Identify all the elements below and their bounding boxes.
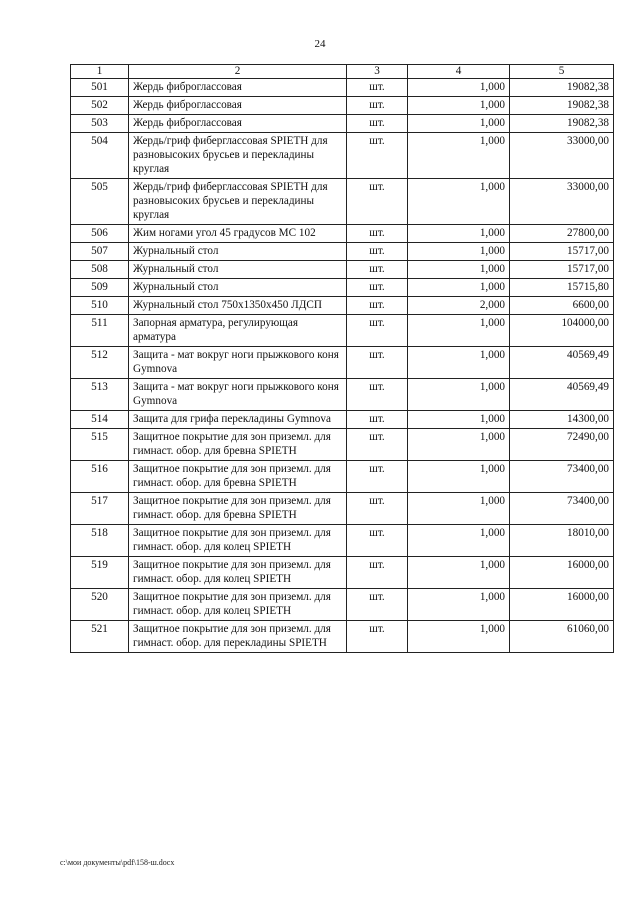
cell-unit: шт. [347,621,408,653]
table-header [71,65,614,79]
table-row [71,261,614,279]
cell-quantity: 1,000 [408,97,510,115]
cell-price: 15717,00 [510,243,614,261]
table-row [71,429,614,461]
cell-row-number: 510 [71,297,129,315]
inventory-table [70,64,614,653]
table-row [71,133,614,179]
cell-unit: шт. [347,493,408,525]
header-col-5: 5 [510,65,614,79]
cell-row-number: 515 [71,429,129,461]
cell-unit: шт. [347,429,408,461]
cell-unit: шт. [347,243,408,261]
cell-unit: шт. [347,115,408,133]
cell-row-number: 516 [71,461,129,493]
cell-item-name: Журнальный стол 750x1350x450 ЛДСП [129,297,347,315]
cell-item-name: Журнальный стол [129,261,347,279]
cell-item-name: Защитное покрытие для зон приземл. для гимнаст. обор. для колец SPIETH [129,589,347,621]
cell-quantity: 1,000 [408,461,510,493]
table-row [71,525,614,557]
table-row [71,379,614,411]
cell-quantity: 1,000 [408,133,510,179]
cell-price: 104000,00 [510,315,614,347]
cell-price: 15715,80 [510,279,614,297]
cell-price: 27800,00 [510,225,614,243]
table-row [71,589,614,621]
cell-item-name: Защитное покрытие для зон приземл. для гимнаст. обор. для колец SPIETH [129,525,347,557]
cell-row-number: 519 [71,557,129,589]
table-row [71,493,614,525]
cell-price: 19082,38 [510,97,614,115]
cell-price: 6600,00 [510,297,614,315]
cell-row-number: 518 [71,525,129,557]
table-row [71,315,614,347]
cell-unit: шт. [347,347,408,379]
cell-item-name: Жердь/гриф фибергласcовая SPIETH для разновысоких брусьев и перекладины круглая [129,179,347,225]
cell-item-name: Защитное покрытие для зон приземл. для гимнаст. обор. для бревна SPIETH [129,429,347,461]
cell-quantity: 1,000 [408,557,510,589]
cell-item-name: Жердь/гриф фибергласcовая SPIETH для разновысоких брусьев и перекладины круглая [129,133,347,179]
cell-item-name: Жим ногами угол 45 градусов MC 102 [129,225,347,243]
cell-item-name: Жердь фиброглассовая [129,79,347,97]
cell-price: 73400,00 [510,461,614,493]
cell-unit: шт. [347,589,408,621]
cell-unit: шт. [347,461,408,493]
cell-item-name: Защитное покрытие для зон приземл. для гимнаст. обор. для перекладины SPIETH [129,621,347,653]
cell-price: 18010,00 [510,525,614,557]
cell-price: 61060,00 [510,621,614,653]
cell-quantity: 1,000 [408,261,510,279]
cell-unit: шт. [347,225,408,243]
cell-unit: шт. [347,179,408,225]
cell-price: 40569,49 [510,379,614,411]
cell-unit: шт. [347,279,408,297]
table-row [71,243,614,261]
header-col-2: 2 [129,65,347,79]
cell-quantity: 1,000 [408,379,510,411]
cell-quantity: 1,000 [408,225,510,243]
cell-row-number: 507 [71,243,129,261]
cell-price: 40569,49 [510,347,614,379]
cell-quantity: 2,000 [408,297,510,315]
cell-item-name: Журнальный стол [129,279,347,297]
cell-price: 16000,00 [510,557,614,589]
cell-unit: шт. [347,315,408,347]
cell-row-number: 504 [71,133,129,179]
cell-quantity: 1,000 [408,315,510,347]
cell-unit: шт. [347,525,408,557]
cell-row-number: 509 [71,279,129,297]
table-row [71,347,614,379]
cell-row-number: 517 [71,493,129,525]
header-col-4: 4 [408,65,510,79]
table-row [71,79,614,97]
cell-item-name: Защита - мат вокруг ноги прыжкового коня Gymnova [129,379,347,411]
cell-quantity: 1,000 [408,589,510,621]
table-row [71,115,614,133]
cell-row-number: 505 [71,179,129,225]
cell-row-number: 512 [71,347,129,379]
cell-quantity: 1,000 [408,525,510,557]
cell-price: 33000,00 [510,133,614,179]
cell-item-name: Защита для грифа перекладины Gymnova [129,411,347,429]
cell-row-number: 514 [71,411,129,429]
cell-quantity: 1,000 [408,79,510,97]
header-col-1: 1 [71,65,129,79]
footer-file-path: c:\мои документы\pdf\158-ш.docx [60,858,175,867]
cell-unit: шт. [347,411,408,429]
cell-row-number: 503 [71,115,129,133]
cell-row-number: 521 [71,621,129,653]
header-row [71,65,614,79]
cell-item-name: Жердь фиброглассовая [129,115,347,133]
cell-quantity: 1,000 [408,179,510,225]
table-body [71,79,614,653]
cell-price: 73400,00 [510,493,614,525]
page-number: 24 [314,38,326,50]
table-row [71,461,614,493]
cell-quantity: 1,000 [408,243,510,261]
cell-quantity: 1,000 [408,621,510,653]
cell-quantity: 1,000 [408,429,510,461]
cell-row-number: 501 [71,79,129,97]
cell-quantity: 1,000 [408,279,510,297]
cell-row-number: 513 [71,379,129,411]
cell-item-name: Защитное покрытие для зон приземл. для гимнаст. обор. для колец SPIETH [129,557,347,589]
cell-unit: шт. [347,79,408,97]
table-row [71,557,614,589]
table-row [71,411,614,429]
cell-item-name: Журнальный стол [129,243,347,261]
cell-row-number: 511 [71,315,129,347]
cell-row-number: 508 [71,261,129,279]
table-row [71,621,614,653]
table-row [71,179,614,225]
cell-row-number: 502 [71,97,129,115]
cell-price: 19082,38 [510,79,614,97]
table-row [71,97,614,115]
cell-item-name: Жердь фиброглассовая [129,97,347,115]
cell-price: 33000,00 [510,179,614,225]
table-row [71,225,614,243]
cell-unit: шт. [347,297,408,315]
cell-item-name: Защитное покрытие для зон приземл. для гимнаст. обор. для бревна SPIETH [129,461,347,493]
cell-item-name: Защита - мат вокруг ноги прыжкового коня Gymnova [129,347,347,379]
table-row [71,279,614,297]
cell-price: 72490,00 [510,429,614,461]
cell-unit: шт. [347,379,408,411]
cell-item-name: Запорная арматура, регулирующая арматура [129,315,347,347]
cell-quantity: 1,000 [408,493,510,525]
cell-unit: шт. [347,133,408,179]
cell-unit: шт. [347,97,408,115]
cell-quantity: 1,000 [408,115,510,133]
cell-price: 19082,38 [510,115,614,133]
cell-price: 15717,00 [510,261,614,279]
cell-row-number: 506 [71,225,129,243]
cell-quantity: 1,000 [408,411,510,429]
cell-unit: шт. [347,557,408,589]
table-row [71,297,614,315]
cell-row-number: 520 [71,589,129,621]
cell-unit: шт. [347,261,408,279]
cell-price: 14300,00 [510,411,614,429]
cell-quantity: 1,000 [408,347,510,379]
cell-item-name: Защитное покрытие для зон приземл. для гимнаст. обор. для бревна SPIETH [129,493,347,525]
header-col-3: 3 [347,65,408,79]
cell-price: 16000,00 [510,589,614,621]
